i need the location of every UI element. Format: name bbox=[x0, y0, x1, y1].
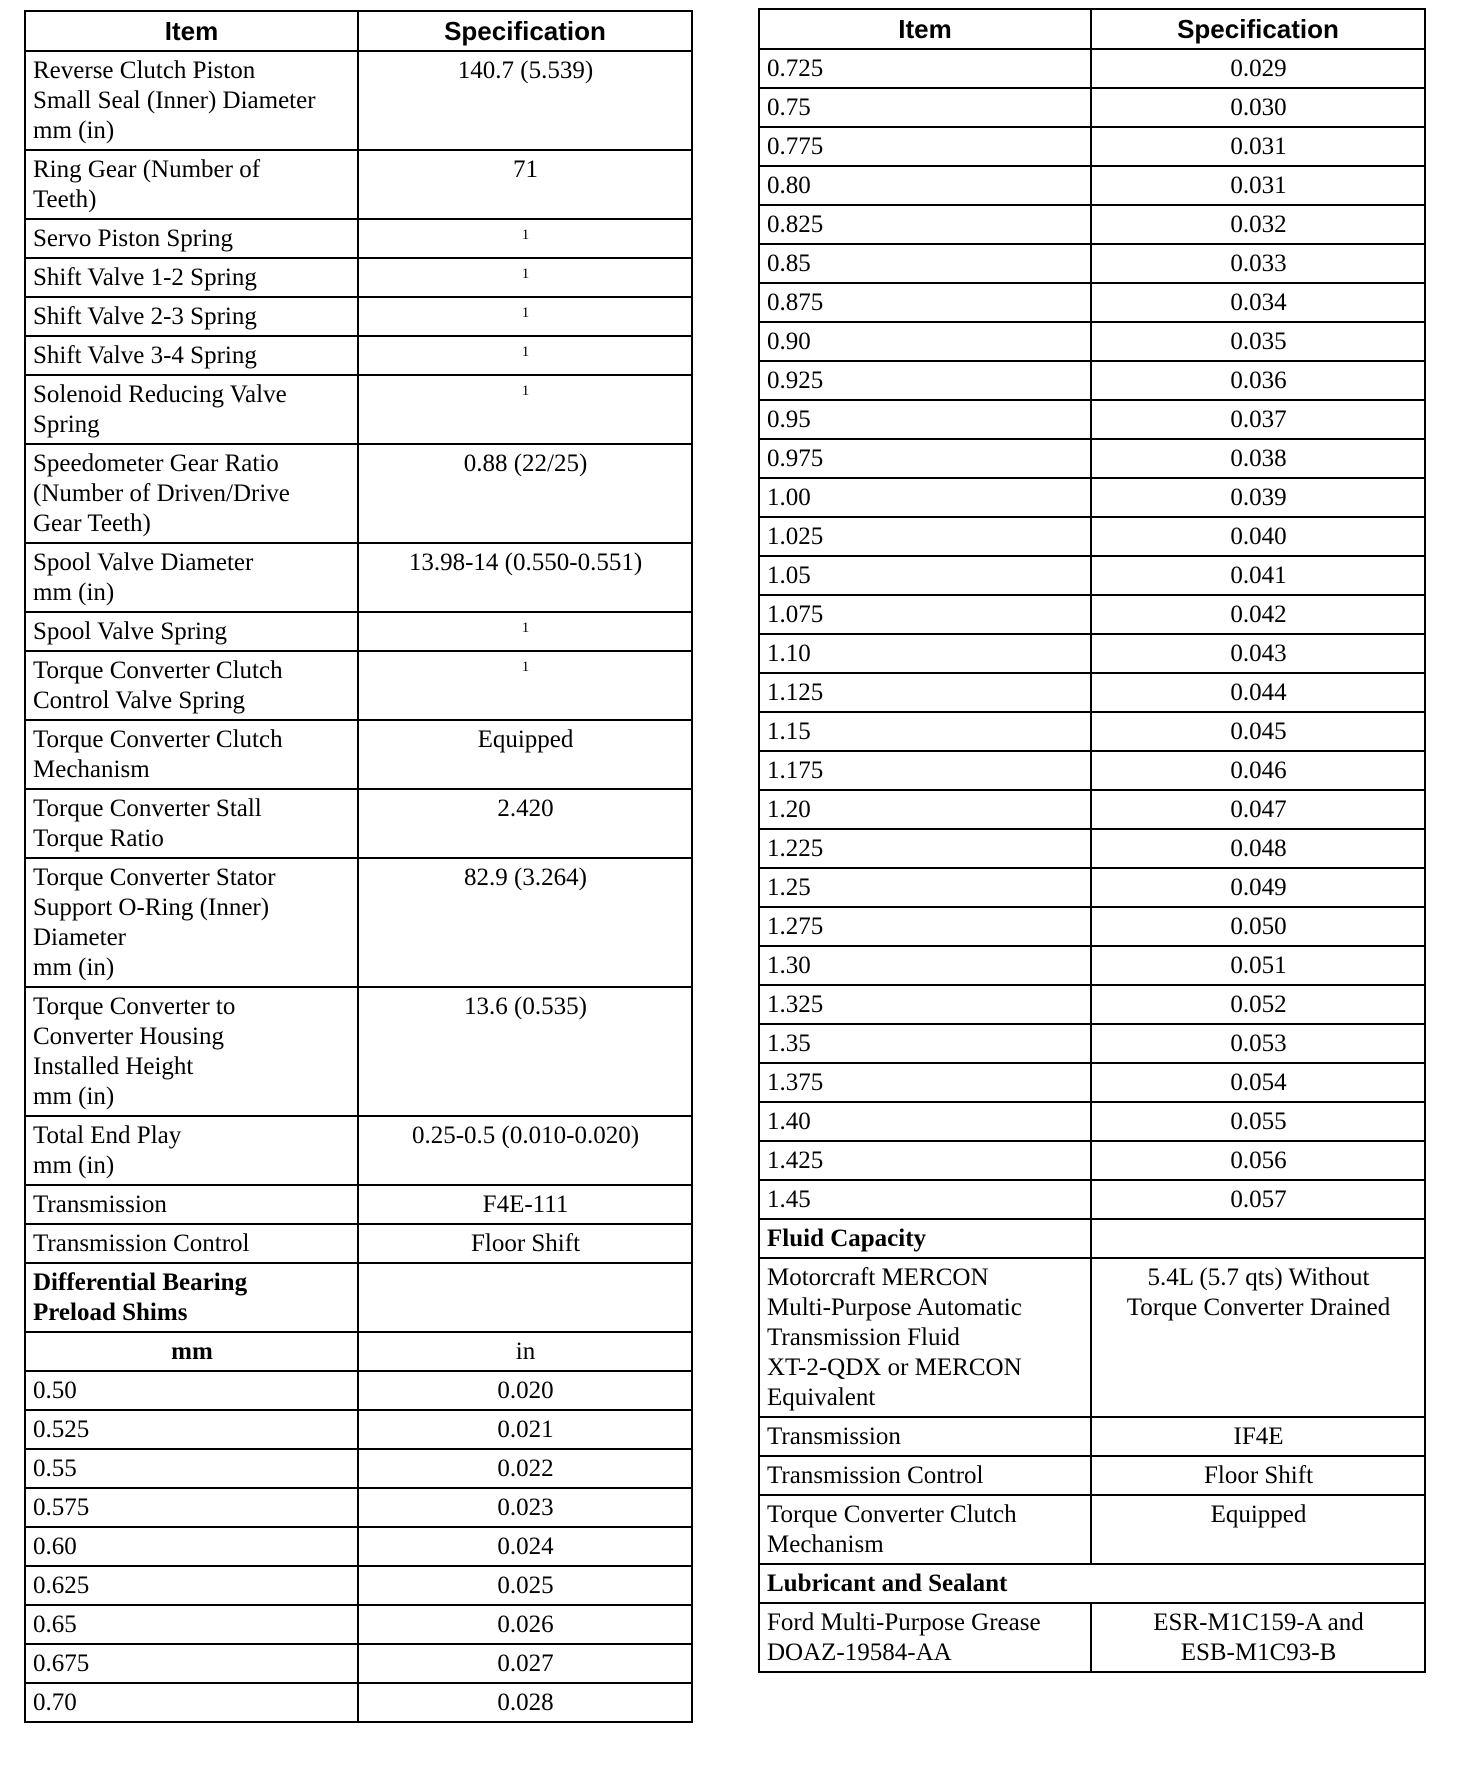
spec-cell: Floor Shift bbox=[1091, 1456, 1425, 1495]
table-row bbox=[759, 1102, 1425, 1141]
shim-mm: 1.30 bbox=[759, 946, 1091, 985]
item-cell bbox=[759, 1258, 1091, 1417]
item-text: Converter Housing bbox=[33, 1023, 224, 1050]
item-text: Diameter bbox=[33, 924, 127, 951]
item-text: Spool Valve Diameter bbox=[33, 549, 254, 576]
shim-mm: 1.125 bbox=[759, 673, 1091, 712]
spec-cell: 82.9 (3.264) bbox=[358, 858, 692, 987]
column-header-specification: Specification bbox=[1091, 9, 1425, 49]
table-row bbox=[25, 789, 692, 858]
shim-in: 0.044 bbox=[1091, 673, 1425, 712]
spec-cell bbox=[358, 375, 692, 444]
item-text: Multi-Purpose Automatic bbox=[767, 1294, 1022, 1321]
spec-cell: 0.25-0.5 (0.010-0.020) bbox=[358, 1116, 692, 1185]
table-row bbox=[25, 1116, 692, 1185]
item-text: Mechanism bbox=[33, 756, 150, 783]
shim-in: 0.052 bbox=[1091, 985, 1425, 1024]
table-row bbox=[25, 1410, 692, 1449]
table-row bbox=[25, 219, 692, 258]
spec-cell: Equipped bbox=[358, 720, 692, 789]
section-title: Fluid Capacity bbox=[759, 1219, 1091, 1258]
spec-cell bbox=[358, 297, 692, 336]
shim-mm: 0.725 bbox=[759, 49, 1091, 88]
spec-cell bbox=[358, 258, 692, 297]
column-header-item: Item bbox=[25, 11, 358, 51]
item-cell: Transmission Control bbox=[759, 1456, 1091, 1495]
shim-mm: 0.70 bbox=[25, 1683, 358, 1722]
shim-mm: 1.45 bbox=[759, 1180, 1091, 1219]
item-text: Spring bbox=[33, 411, 100, 438]
item-cell: Servo Piston Spring bbox=[25, 219, 358, 258]
table-row bbox=[25, 1185, 692, 1224]
table-header-row bbox=[25, 11, 692, 51]
item-cell: Spool Valve Spring bbox=[25, 612, 358, 651]
footnote-marker: 1 bbox=[521, 305, 530, 321]
item-text: Torque Converter to bbox=[33, 993, 236, 1020]
table-row bbox=[759, 478, 1425, 517]
shim-in: 0.049 bbox=[1091, 868, 1425, 907]
item-text: Equivalent bbox=[767, 1384, 876, 1411]
table-row bbox=[759, 1024, 1425, 1063]
subheader-mm: mm bbox=[25, 1332, 358, 1371]
shim-in: 0.037 bbox=[1091, 400, 1425, 439]
table-row bbox=[759, 244, 1425, 283]
section-title bbox=[25, 1263, 358, 1332]
shim-in: 0.030 bbox=[1091, 88, 1425, 127]
item-text: mm (in) bbox=[33, 117, 115, 144]
spec-cell: Floor Shift bbox=[358, 1224, 692, 1263]
shim-mm: 1.15 bbox=[759, 712, 1091, 751]
table-row bbox=[25, 612, 692, 651]
table-row bbox=[759, 556, 1425, 595]
shim-in: 0.028 bbox=[358, 1683, 692, 1722]
table-row bbox=[759, 283, 1425, 322]
section-title-text: Differential Bearing bbox=[33, 1269, 248, 1296]
item-text: mm (in) bbox=[33, 1083, 115, 1110]
shim-mm: 1.05 bbox=[759, 556, 1091, 595]
shim-mm: 0.60 bbox=[25, 1527, 358, 1566]
table-row bbox=[759, 439, 1425, 478]
item-text: Torque Converter Clutch bbox=[33, 657, 283, 684]
item-text: Reverse Clutch Piston bbox=[33, 57, 256, 84]
table-row bbox=[759, 712, 1425, 751]
section-row bbox=[759, 1564, 1425, 1603]
shim-in: 0.045 bbox=[1091, 712, 1425, 751]
shim-in: 0.040 bbox=[1091, 517, 1425, 556]
shim-in: 0.046 bbox=[1091, 751, 1425, 790]
table-row bbox=[25, 150, 692, 219]
item-cell: Transmission bbox=[25, 1185, 358, 1224]
table-row bbox=[25, 258, 692, 297]
item-text: Control Valve Spring bbox=[33, 687, 246, 714]
shim-mm: 1.375 bbox=[759, 1063, 1091, 1102]
shim-mm: 0.875 bbox=[759, 283, 1091, 322]
spec-cell bbox=[358, 612, 692, 651]
section-row bbox=[759, 1219, 1425, 1258]
shim-in: 0.029 bbox=[1091, 49, 1425, 88]
table-row bbox=[759, 322, 1425, 361]
item-text: Speedometer Gear Ratio bbox=[33, 450, 279, 477]
shim-mm: 1.20 bbox=[759, 790, 1091, 829]
item-text: mm (in) bbox=[33, 579, 115, 606]
shim-mm: 0.625 bbox=[25, 1566, 358, 1605]
table-row bbox=[759, 1141, 1425, 1180]
item-text: (Number of Driven/Drive bbox=[33, 480, 290, 507]
shim-in: 0.021 bbox=[358, 1410, 692, 1449]
table-row bbox=[759, 673, 1425, 712]
spec-cell bbox=[358, 336, 692, 375]
spec-text: Torque Converter Drained bbox=[1126, 1294, 1391, 1321]
item-text: Motorcraft MERCON bbox=[767, 1264, 989, 1291]
shim-in: 0.024 bbox=[358, 1527, 692, 1566]
shim-in: 0.056 bbox=[1091, 1141, 1425, 1180]
table-row bbox=[25, 1449, 692, 1488]
shim-mm: 0.65 bbox=[25, 1605, 358, 1644]
table-row bbox=[25, 1683, 692, 1722]
table-row bbox=[25, 297, 692, 336]
table-row bbox=[759, 88, 1425, 127]
item-text: Solenoid Reducing Valve bbox=[33, 381, 287, 408]
table-row bbox=[759, 751, 1425, 790]
item-cell bbox=[25, 150, 358, 219]
shim-mm: 0.75 bbox=[759, 88, 1091, 127]
shim-mm: 1.00 bbox=[759, 478, 1091, 517]
spec-cell: 13.98-14 (0.550-0.551) bbox=[358, 543, 692, 612]
shim-mm: 1.175 bbox=[759, 751, 1091, 790]
table-row bbox=[25, 1224, 692, 1263]
left-spec-table bbox=[24, 10, 693, 1723]
item-cell bbox=[25, 789, 358, 858]
empty-cell bbox=[358, 1263, 692, 1332]
spec-text: ESB-M1C93-B bbox=[1180, 1639, 1337, 1666]
spec-cell bbox=[358, 651, 692, 720]
shim-in: 0.027 bbox=[358, 1644, 692, 1683]
shim-mm: 0.775 bbox=[759, 127, 1091, 166]
table-row bbox=[759, 634, 1425, 673]
table-row bbox=[759, 127, 1425, 166]
shim-mm: 0.675 bbox=[25, 1644, 358, 1683]
shim-mm: 0.925 bbox=[759, 361, 1091, 400]
shim-mm: 0.55 bbox=[25, 1449, 358, 1488]
table-row bbox=[759, 868, 1425, 907]
shim-mm: 0.95 bbox=[759, 400, 1091, 439]
shim-in: 0.047 bbox=[1091, 790, 1425, 829]
shim-in: 0.026 bbox=[358, 1605, 692, 1644]
item-cell: Transmission bbox=[759, 1417, 1091, 1456]
shim-mm: 1.10 bbox=[759, 634, 1091, 673]
footnote-marker: 1 bbox=[521, 383, 530, 399]
shim-in: 0.033 bbox=[1091, 244, 1425, 283]
table-row bbox=[759, 1180, 1425, 1219]
item-text: Transmission Fluid bbox=[767, 1324, 960, 1351]
subheader-row bbox=[25, 1332, 692, 1371]
shim-mm: 0.525 bbox=[25, 1410, 358, 1449]
shim-in: 0.022 bbox=[358, 1449, 692, 1488]
spec-cell bbox=[1091, 1603, 1425, 1672]
table-row bbox=[759, 1456, 1425, 1495]
item-text: Ring Gear (Number of bbox=[33, 156, 261, 183]
table-row bbox=[25, 720, 692, 789]
column-header-specification: Specification bbox=[358, 11, 692, 51]
item-text: XT-2-QDX or MERCON bbox=[767, 1354, 1022, 1381]
item-text: Ford Multi-Purpose Grease bbox=[767, 1609, 1041, 1636]
shim-mm: 0.825 bbox=[759, 205, 1091, 244]
spec-cell: 71 bbox=[358, 150, 692, 219]
footnote-marker: 1 bbox=[521, 266, 530, 282]
table-row bbox=[759, 1258, 1425, 1417]
shim-in: 0.054 bbox=[1091, 1063, 1425, 1102]
table-row bbox=[25, 1605, 692, 1644]
shim-in: 0.050 bbox=[1091, 907, 1425, 946]
shim-mm: 1.40 bbox=[759, 1102, 1091, 1141]
shim-in: 0.036 bbox=[1091, 361, 1425, 400]
section-title-text: Preload Shims bbox=[33, 1299, 188, 1326]
shim-in: 0.023 bbox=[358, 1488, 692, 1527]
shim-in: 0.032 bbox=[1091, 205, 1425, 244]
section-title: Lubricant and Sealant bbox=[759, 1564, 1425, 1603]
item-cell bbox=[25, 375, 358, 444]
item-cell bbox=[759, 1495, 1091, 1564]
table-row bbox=[759, 361, 1425, 400]
shim-in: 0.031 bbox=[1091, 127, 1425, 166]
item-text: Mechanism bbox=[767, 1531, 884, 1558]
shim-mm: 1.25 bbox=[759, 868, 1091, 907]
shim-mm: 0.90 bbox=[759, 322, 1091, 361]
shim-in: 0.034 bbox=[1091, 283, 1425, 322]
table-row bbox=[759, 595, 1425, 634]
table-row bbox=[25, 1566, 692, 1605]
table-row bbox=[759, 166, 1425, 205]
item-text: Total End Play bbox=[33, 1122, 182, 1149]
subheader-in: in bbox=[358, 1332, 692, 1371]
shim-mm: 0.975 bbox=[759, 439, 1091, 478]
shim-mm: 0.575 bbox=[25, 1488, 358, 1527]
shim-in: 0.057 bbox=[1091, 1180, 1425, 1219]
item-cell bbox=[25, 543, 358, 612]
footnote-marker: 1 bbox=[521, 659, 530, 675]
shim-mm: 1.325 bbox=[759, 985, 1091, 1024]
table-row bbox=[25, 1527, 692, 1566]
item-cell bbox=[25, 1116, 358, 1185]
spec-cell bbox=[358, 219, 692, 258]
table-row bbox=[25, 51, 692, 150]
spec-cell: Equipped bbox=[1091, 1495, 1425, 1564]
shim-mm: 1.35 bbox=[759, 1024, 1091, 1063]
spec-cell: 13.6 (0.535) bbox=[358, 987, 692, 1116]
table-row bbox=[759, 946, 1425, 985]
shim-in: 0.035 bbox=[1091, 322, 1425, 361]
right-spec-table bbox=[758, 8, 1426, 1673]
table-row bbox=[759, 1495, 1425, 1564]
item-text: Teeth) bbox=[33, 186, 97, 213]
footnote-marker: 1 bbox=[521, 344, 530, 360]
shim-in: 0.039 bbox=[1091, 478, 1425, 517]
table-row bbox=[25, 543, 692, 612]
footnote-marker: 1 bbox=[521, 620, 530, 636]
shim-mm: 1.225 bbox=[759, 829, 1091, 868]
shim-in: 0.041 bbox=[1091, 556, 1425, 595]
table-row bbox=[25, 1371, 692, 1410]
table-header-row bbox=[759, 9, 1425, 49]
table-row bbox=[25, 375, 692, 444]
footnote-marker: 1 bbox=[521, 227, 530, 243]
shim-in: 0.053 bbox=[1091, 1024, 1425, 1063]
shim-in: 0.051 bbox=[1091, 946, 1425, 985]
section-row bbox=[25, 1263, 692, 1332]
spec-cell: 0.88 (22/25) bbox=[358, 444, 692, 543]
spec-cell: 2.420 bbox=[358, 789, 692, 858]
table-row bbox=[759, 907, 1425, 946]
table-row bbox=[25, 987, 692, 1116]
table-row bbox=[759, 400, 1425, 439]
table-row bbox=[759, 49, 1425, 88]
table-row bbox=[759, 1603, 1425, 1672]
table-row bbox=[25, 336, 692, 375]
spec-cell: F4E-111 bbox=[358, 1185, 692, 1224]
item-text: mm (in) bbox=[33, 954, 115, 981]
item-text: Torque Converter Stator bbox=[33, 864, 276, 891]
shim-mm: 0.50 bbox=[25, 1371, 358, 1410]
item-text: Support O-Ring (Inner) bbox=[33, 894, 270, 921]
shim-in: 0.055 bbox=[1091, 1102, 1425, 1141]
shim-in: 0.042 bbox=[1091, 595, 1425, 634]
shim-mm: 0.80 bbox=[759, 166, 1091, 205]
item-text: mm (in) bbox=[33, 1152, 115, 1179]
spec-text: 5.4L (5.7 qts) Without bbox=[1147, 1264, 1370, 1291]
table-row bbox=[759, 985, 1425, 1024]
table-row bbox=[759, 790, 1425, 829]
item-cell bbox=[25, 51, 358, 150]
item-cell bbox=[25, 651, 358, 720]
item-text: Torque Converter Clutch bbox=[33, 726, 283, 753]
item-cell: Shift Valve 3-4 Spring bbox=[25, 336, 358, 375]
shim-in: 0.020 bbox=[358, 1371, 692, 1410]
table-row bbox=[759, 205, 1425, 244]
item-cell bbox=[25, 987, 358, 1116]
item-cell: Shift Valve 2-3 Spring bbox=[25, 297, 358, 336]
item-text: Torque Ratio bbox=[33, 825, 164, 852]
item-text: Small Seal (Inner) Diameter bbox=[33, 87, 316, 114]
spec-cell: 140.7 (5.539) bbox=[358, 51, 692, 150]
item-cell bbox=[25, 858, 358, 987]
spec-cell: IF4E bbox=[1091, 1417, 1425, 1456]
item-cell: Transmission Control bbox=[25, 1224, 358, 1263]
shim-mm: 0.85 bbox=[759, 244, 1091, 283]
item-text: Torque Converter Stall bbox=[33, 795, 262, 822]
shim-in: 0.048 bbox=[1091, 829, 1425, 868]
table-row bbox=[25, 651, 692, 720]
item-text: Gear Teeth) bbox=[33, 510, 151, 537]
item-cell bbox=[759, 1603, 1091, 1672]
shim-in: 0.025 bbox=[358, 1566, 692, 1605]
item-cell bbox=[25, 444, 358, 543]
table-row bbox=[759, 517, 1425, 556]
table-row bbox=[25, 1644, 692, 1683]
table-row bbox=[25, 1488, 692, 1527]
empty-cell bbox=[1091, 1219, 1425, 1258]
item-text: DOAZ-19584-AA bbox=[767, 1639, 952, 1666]
table-row bbox=[759, 829, 1425, 868]
shim-in: 0.043 bbox=[1091, 634, 1425, 673]
spec-text: ESR-M1C159-A and bbox=[1153, 1609, 1364, 1636]
table-row bbox=[759, 1417, 1425, 1456]
table-row bbox=[25, 858, 692, 987]
item-text: Installed Height bbox=[33, 1053, 194, 1080]
item-cell: Shift Valve 1-2 Spring bbox=[25, 258, 358, 297]
table-row bbox=[25, 444, 692, 543]
shim-in: 0.038 bbox=[1091, 439, 1425, 478]
shim-mm: 1.425 bbox=[759, 1141, 1091, 1180]
shim-mm: 1.075 bbox=[759, 595, 1091, 634]
spec-cell bbox=[1091, 1258, 1425, 1417]
shim-mm: 1.275 bbox=[759, 907, 1091, 946]
item-text: Torque Converter Clutch bbox=[767, 1501, 1017, 1528]
shim-mm: 1.025 bbox=[759, 517, 1091, 556]
shim-in: 0.031 bbox=[1091, 166, 1425, 205]
column-header-item: Item bbox=[759, 9, 1091, 49]
table-row bbox=[759, 1063, 1425, 1102]
item-cell bbox=[25, 720, 358, 789]
